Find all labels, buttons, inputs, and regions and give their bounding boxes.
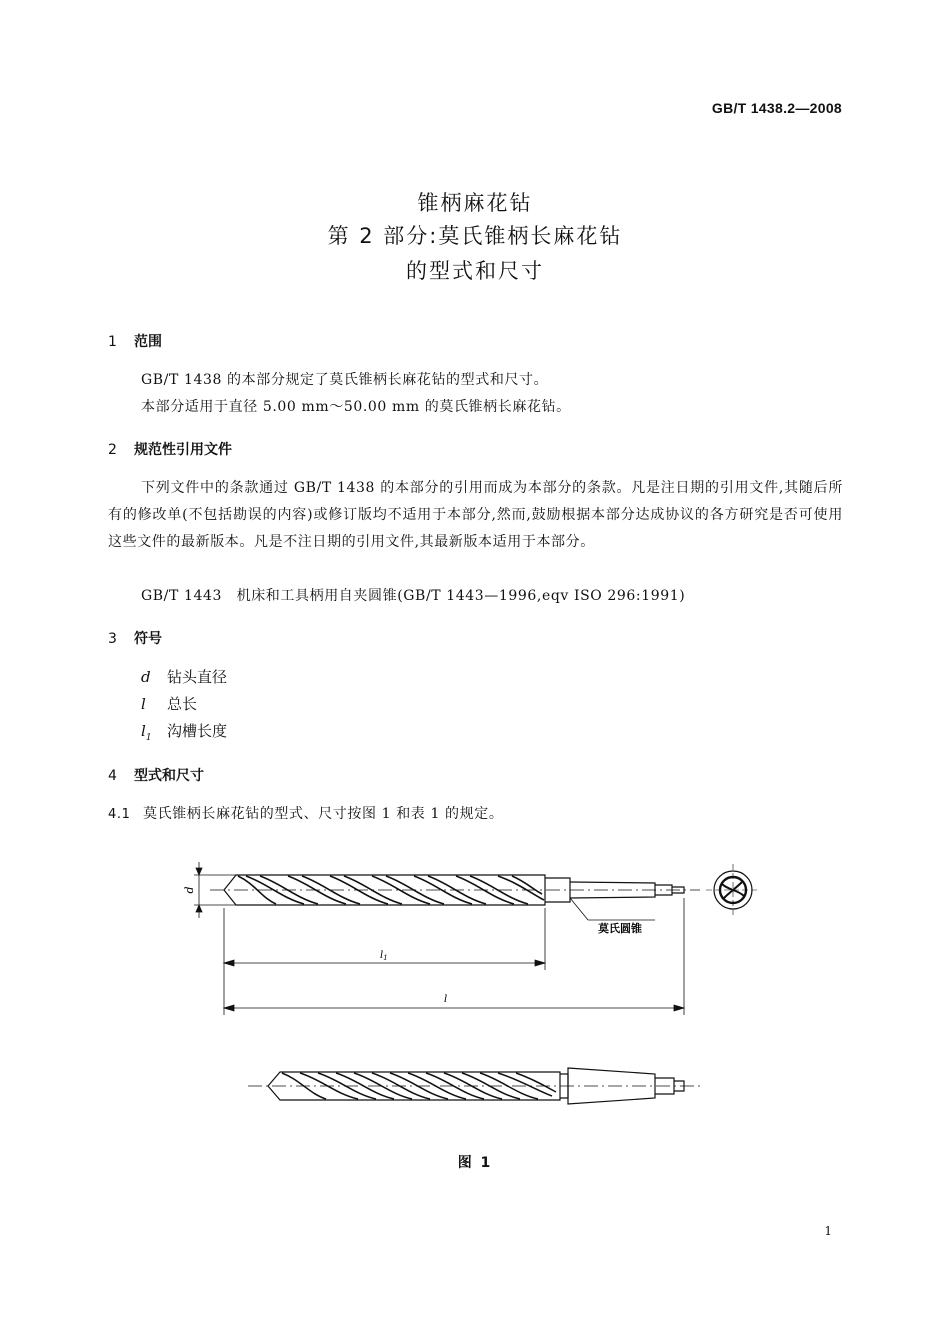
section-title: 符号 xyxy=(134,631,162,647)
symbol xyxy=(141,722,167,743)
title-line-1: 锥柄麻花钻 xyxy=(417,191,533,215)
figure-caption: 图 1 xyxy=(457,1155,493,1171)
clause-4-1 xyxy=(108,801,843,828)
label-d: d xyxy=(183,886,196,894)
symbol-row xyxy=(141,720,227,743)
section-number: 3 xyxy=(108,631,117,647)
section-title: 型式和尺寸 xyxy=(134,768,204,784)
section-2-heading xyxy=(108,439,232,459)
scope-paragraph-2: 本部分适用于直径 5.00 mm～50.00 mm 的莫氏锥柄长麻花钻。 xyxy=(141,399,571,415)
title-line-3: 的型式和尺寸 xyxy=(406,259,544,283)
symbol-base: l xyxy=(141,722,146,740)
section-1-heading xyxy=(108,331,162,351)
section-number: 4 xyxy=(108,768,117,784)
symbol-description: 钻头直径 xyxy=(167,668,228,686)
symbol-subscript: 1 xyxy=(145,733,152,743)
section-title: 范围 xyxy=(134,334,162,350)
clause-number: 4.1 xyxy=(108,807,131,822)
dimension-l xyxy=(224,898,684,1015)
symbol-description: 沟槽长度 xyxy=(167,722,228,740)
references-paragraph: 下列文件中的条款通过 GB/T 1438 的本部分的引用而成为本部分的条款。凡是注日期的引用文件,其随后所有的修改单(不包括勘误的内容)或修订版均不适用于本部分,然而,鼓励根据本部分达成协议的各方研究是否可使用这些文件的最新版本。凡是不注日期的引用文件,其最新版本适用于本部分。 xyxy=(108,480,843,550)
taper-leader xyxy=(570,898,655,920)
section-number: 1 xyxy=(108,334,117,350)
drill-end-view xyxy=(706,864,760,916)
section-title: 规范性引用文件 xyxy=(134,442,232,458)
symbol: d xyxy=(141,668,151,686)
drill-perspective-view xyxy=(248,1068,704,1104)
symbol-row xyxy=(141,666,227,687)
symbol-description: 总长 xyxy=(167,695,198,713)
label-l1-sub: 1 xyxy=(383,954,388,962)
section-4-heading xyxy=(108,765,204,785)
standard-number: GB/T 1438.2—2008 xyxy=(711,100,842,116)
label-morse-taper: 莫氏圆锥 xyxy=(598,922,642,935)
clause-text: 莫氏锥柄长麻花钻的型式、尺寸按图 1 和表 1 的规定。 xyxy=(143,806,504,822)
symbol-row xyxy=(141,693,197,714)
drill-side-view xyxy=(210,875,700,905)
page-number: 1 xyxy=(824,1224,832,1238)
label-l: l xyxy=(444,994,448,1005)
title-line-2: 第 2 部分:莫氏锥柄长麻花钻 xyxy=(327,224,623,248)
symbol: l xyxy=(141,695,146,713)
label-l1-base: l xyxy=(380,950,384,961)
figure-1-drawing xyxy=(0,840,950,1140)
section-number: 2 xyxy=(108,442,117,458)
section-3-heading xyxy=(108,628,162,648)
scope-paragraph-1: GB/T 1438 的本部分规定了莫氏锥柄长麻花钻的型式和尺寸。 xyxy=(141,372,549,388)
label-l1 xyxy=(380,950,388,962)
reference-item: GB/T 1443 机床和工具柄用自夹圆锥(GB/T 1443—1996,eqv ISO 296:1991) xyxy=(141,588,686,604)
